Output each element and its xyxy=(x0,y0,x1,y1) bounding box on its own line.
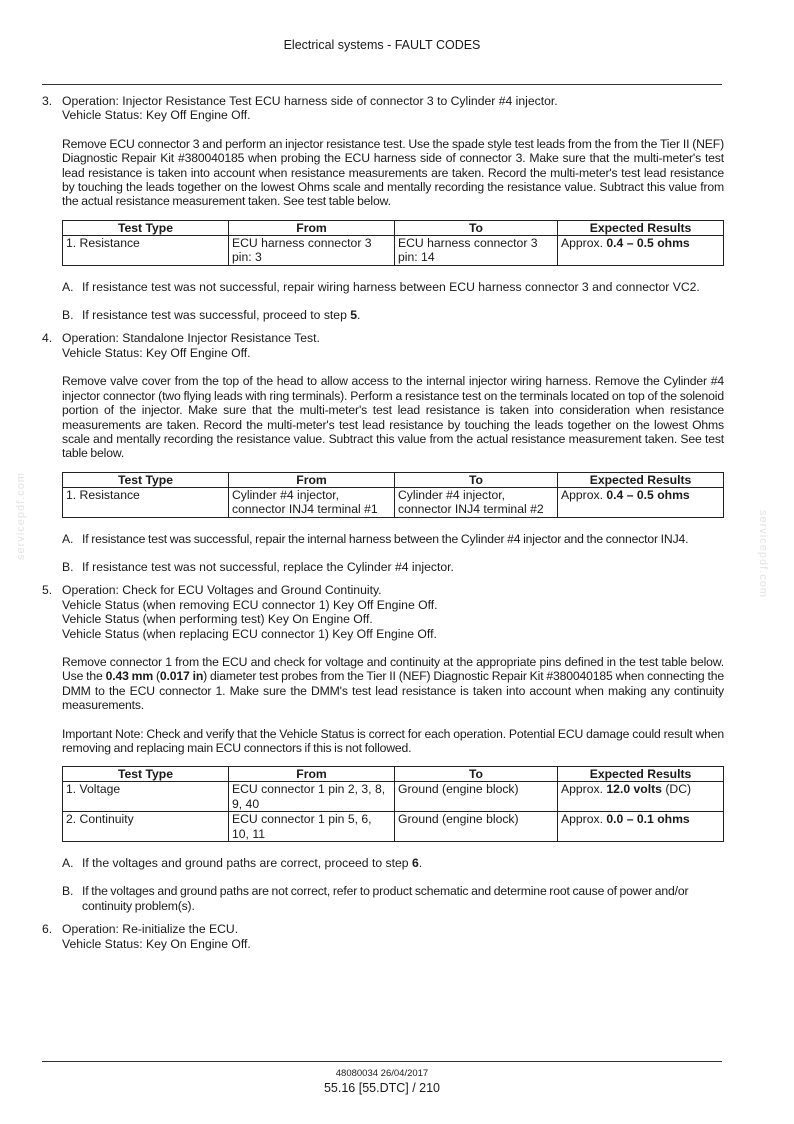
cell-to: Cylinder #4 injector, connector INJ4 terminal #2 xyxy=(395,487,558,517)
header-to: To xyxy=(395,767,558,782)
substep-a xyxy=(62,280,724,294)
instructions-part-2: ( xyxy=(153,669,160,684)
result-suffix: (DC) xyxy=(661,782,692,797)
header-test-type: Test Type xyxy=(63,767,229,782)
header-test-type: Test Type xyxy=(63,472,229,487)
page-header-title: Electrical systems - FAULT CODES xyxy=(283,38,481,52)
substep-text: If resistance test was not successful, replace the Cylinder #4 injector. xyxy=(82,559,454,574)
step-number: 6. xyxy=(42,922,53,937)
header-expected-results: Expected Results xyxy=(558,220,724,235)
watermark-left: servicepdf.com xyxy=(15,472,27,560)
result-prefix: Approx. xyxy=(561,782,607,797)
test-table xyxy=(62,766,724,842)
cell-test-type: 1. Resistance xyxy=(63,235,229,265)
cell-test-type: 2. Continuity xyxy=(63,812,229,842)
table-row xyxy=(63,812,724,842)
substep-b xyxy=(62,560,724,574)
header-from: From xyxy=(229,220,395,235)
cell-to: Ground (engine block) xyxy=(395,782,558,812)
header-to: To xyxy=(395,472,558,487)
watermark-right: servicepdf.com xyxy=(757,510,769,598)
substep-text: If the voltages and ground paths are correct, proceed to step xyxy=(82,856,412,871)
substep-letter: B. xyxy=(62,559,74,574)
substep-text-end: . xyxy=(357,308,361,323)
header-to: To xyxy=(395,220,558,235)
cell-expected xyxy=(558,782,724,812)
step-number: 4. xyxy=(42,331,53,346)
step-5 xyxy=(42,583,724,913)
result-prefix: Approx. xyxy=(561,235,607,250)
step-number: 3. xyxy=(42,94,53,108)
substep-a xyxy=(62,532,724,546)
test-table xyxy=(62,220,724,266)
footer-page-number: 55.16 [55.DTC] / 210 xyxy=(323,1081,441,1095)
substep-text: If the voltages and ground paths are not correct, refer to product schematic and determine root cause of power and/or continuity problem(s). xyxy=(82,884,689,913)
cell-from: Cylinder #4 injector, connector INJ4 terminal #1 xyxy=(229,487,395,517)
vehicle-status-removing: Vehicle Status (when removing ECU connector 1) Key Off Engine Off. xyxy=(62,597,438,612)
substep-letter: B. xyxy=(62,884,74,899)
instructions-part-1: Remove connector 1 from the ECU and check for voltage and continuity at the appropriate pins defined in the test table below. Use the xyxy=(62,654,724,684)
result-value: 0.4 – 0.5 ohms xyxy=(606,235,690,250)
header-expected-results: Expected Results xyxy=(558,767,724,782)
step-3 xyxy=(42,94,724,322)
substep-letter: A. xyxy=(62,531,74,546)
cell-to: ECU harness connector 3 pin: 14 xyxy=(395,235,558,265)
vehicle-status: Vehicle Status: Key Off Engine Off. xyxy=(62,345,251,360)
step-number: 5. xyxy=(42,583,53,598)
cell-test-type: 1. Voltage xyxy=(63,782,229,812)
table-row xyxy=(63,487,724,517)
cell-expected xyxy=(558,812,724,842)
cell-from: ECU connector 1 pin 2, 3, 8, 9, 40 xyxy=(229,782,395,812)
important-note: Important Note: Check and verify that the Vehicle Status is correct for each operation. Potential ECU damage could result when removing and replacing main ECU connectors if this is not followed. xyxy=(62,726,724,755)
result-prefix: Approx. xyxy=(561,487,607,502)
table-row xyxy=(63,782,724,812)
vehicle-status: Vehicle Status: Key On Engine Off. xyxy=(62,936,251,951)
substep-text-end: . xyxy=(418,856,423,871)
cell-test-type: 1. Resistance xyxy=(63,487,229,517)
cell-expected xyxy=(558,487,724,517)
cell-from: ECU harness connector 3 pin: 3 xyxy=(229,235,395,265)
result-prefix: Approx. xyxy=(561,812,607,827)
substep-letter: A. xyxy=(62,279,74,294)
substep-b xyxy=(62,308,724,322)
table-header-row xyxy=(63,220,724,235)
test-table xyxy=(62,472,724,518)
substep-text: If resistance test was successful, proceed to step xyxy=(82,308,351,323)
result-value: 12.0 volts xyxy=(606,782,662,797)
step-operation: Operation: Re-initialize the ECU. xyxy=(62,922,239,937)
step-operation: Operation: Standalone Injector Resistance Test. xyxy=(62,331,320,346)
header-test-type: Test Type xyxy=(63,220,229,235)
table-header-row xyxy=(63,472,724,487)
substep-b xyxy=(62,884,724,913)
step-instructions: Remove valve cover from the top of the head to allow access to the internal injector wiring harness. Remove the Cylinder #4 injector connector (two flying leads with ring terminals). Perform a resistance test on the terminals located on top of the solenoid portion of the injector. Make sure that the multi-meter's test lead resistance is taken into consideration when resistance measurements are taken. Record the multi-meter's test lead resistance by touching the leads together on the lowest Ohms scale and mentally recording the resistance value. Subtract this value from the actual resistance measurement taken. See test table below. xyxy=(62,374,724,461)
step-4 xyxy=(42,331,724,574)
probe-size-in: 0.017 in xyxy=(159,669,204,684)
substep-text: If resistance test was successful, repair the internal harness between the Cylinder #4 injector and the connector INJ4. xyxy=(82,531,689,546)
step-reference: 5 xyxy=(350,308,358,323)
instructions-part-3: ) diameter test probes from the Tier II (NEF) Diagnostic Repair Kit #380040185 when connecting the DMM to the ECU connector 1. Make sure the DMM's test lead resistance is taken into account when making any continuity measurements. xyxy=(62,669,724,713)
header-rule xyxy=(42,84,722,85)
document-body xyxy=(42,94,724,951)
substep-a xyxy=(62,856,724,870)
step-operation: Operation: Check for ECU Voltages and Ground Continuity. xyxy=(62,583,382,598)
cell-to: Ground (engine block) xyxy=(395,812,558,842)
substep-letter: B. xyxy=(62,308,74,323)
vehicle-status-replacing: Vehicle Status (when replacing ECU connector 1) Key Off Engine Off. xyxy=(62,626,437,641)
table-row xyxy=(63,235,724,265)
cell-from: ECU connector 1 pin 5, 6, 10, 11 xyxy=(229,812,395,842)
vehicle-status: Vehicle Status: Key Off Engine Off. xyxy=(62,108,251,123)
probe-size-mm: 0.43 mm xyxy=(105,669,154,684)
footer-rule xyxy=(42,1061,722,1062)
table-header-row xyxy=(63,767,724,782)
step-instructions xyxy=(62,655,724,713)
step-reference: 6 xyxy=(411,856,419,871)
step-instructions: Remove ECU connector 3 and perform an injector resistance test. Use the spade style test leads from the from the Tier II (NEF) Diagnostic Repair Kit #380040185 when probing the ECU harness side of connector 3. Make sure that the multi-meter's test lead resistance is taken into account when resistance measurements are taken. Record the multi-meter's test lead resistance by touching the leads together on the lowest Ohms scale and mentally recording the resistance value. Subtract this value from the actual resistance measurement taken. See test table below. xyxy=(62,136,724,209)
substep-letter: A. xyxy=(62,856,74,871)
header-from: From xyxy=(229,767,395,782)
vehicle-status-testing: Vehicle Status (when performing test) Key On Engine Off. xyxy=(62,612,373,627)
header-expected-results: Expected Results xyxy=(558,472,724,487)
result-value: 0.4 – 0.5 ohms xyxy=(606,487,690,502)
cell-expected xyxy=(558,235,724,265)
step-operation: Operation: Injector Resistance Test ECU harness side of connector 3 to Cylinder #4 injector. xyxy=(62,94,558,108)
step-6 xyxy=(42,922,724,951)
footer-document-id: 48080034 26/04/2017 xyxy=(335,1068,429,1079)
result-value: 0.0 – 0.1 ohms xyxy=(606,812,690,827)
header-from: From xyxy=(229,472,395,487)
substep-text: If resistance test was not successful, repair wiring harness between ECU harness connector 3 and connector VC2. xyxy=(82,279,700,294)
